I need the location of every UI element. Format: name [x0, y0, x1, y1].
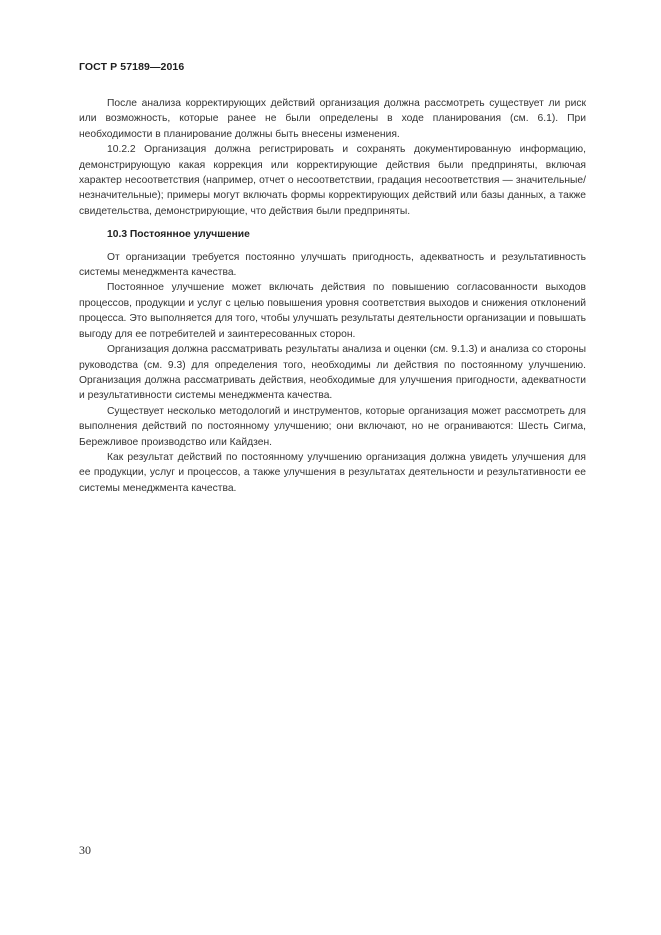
paragraph: После анализа корректирующих действий организация должна рассмотреть существует ли риск или возможность, которые ранее не были определены в ходе планирования (см. 6.1). При необходимости в планирование должны быть внесены изменения.: [79, 98, 586, 140]
paragraph: Постоянное улучшение может включать действия по повышению согласованности выходов процессов, продукции и услуг с целью повышения уровня соответствия выходов и снижения отклонений процесса. Это выполняется для того, чтобы улучшать результаты деятельности организации и повышать выгоду для ее потребителей и заинтересованных сторон.: [79, 282, 586, 340]
document-body: [79, 96, 586, 496]
paragraph: Существует несколько методологий и инструментов, которые организация может рассмотреть для выполнения действий по постоянному улучшению; они включают, но не ограниваются: Шесть Сигма, Бережливое производство или Кайдзен.: [79, 405, 586, 448]
section-heading: 10.3 Постоянное улучшение: [107, 229, 250, 241]
paragraph: От организации требуется постоянно улучшать пригодность, адекватность и результативность системы менеджмента качества.: [79, 251, 586, 279]
paragraph: Организация должна рассматривать результаты анализа и оценки (см. 9.1.3) и анализа со стороны руководства (см. 9.3) для определения того, необходимы ли действия по постоянному улучшению. Организация должна рассматривать действия, необходимые для улучшения пригодности, адекватности и результативности системы менеджмента качества.: [79, 344, 586, 402]
paragraph: Как результат действий по постоянному улучшению организация должна увидеть улучшения для ее продукции, услуг и процессов, а также улучшения в результатах деятельности и результативности ее системы менеджмента качества.: [79, 451, 586, 494]
document-header: ГОСТ Р 57189—2016: [79, 61, 185, 73]
page-number: 30: [79, 843, 91, 857]
paragraph: 10.2.2 Организация должна регистрировать и сохранять документированную информацию, демонстрирующую какая коррекция или корректирующие действия были предприняты, включая характер несоответствия (например, отчет о несоответствии, градация несоответствия — значительные/незначительные); примеры могут включать формы корректирующих действий или базы данных, а также свидетельства, демонстрирующие, что действия были предприняты.: [79, 144, 586, 217]
